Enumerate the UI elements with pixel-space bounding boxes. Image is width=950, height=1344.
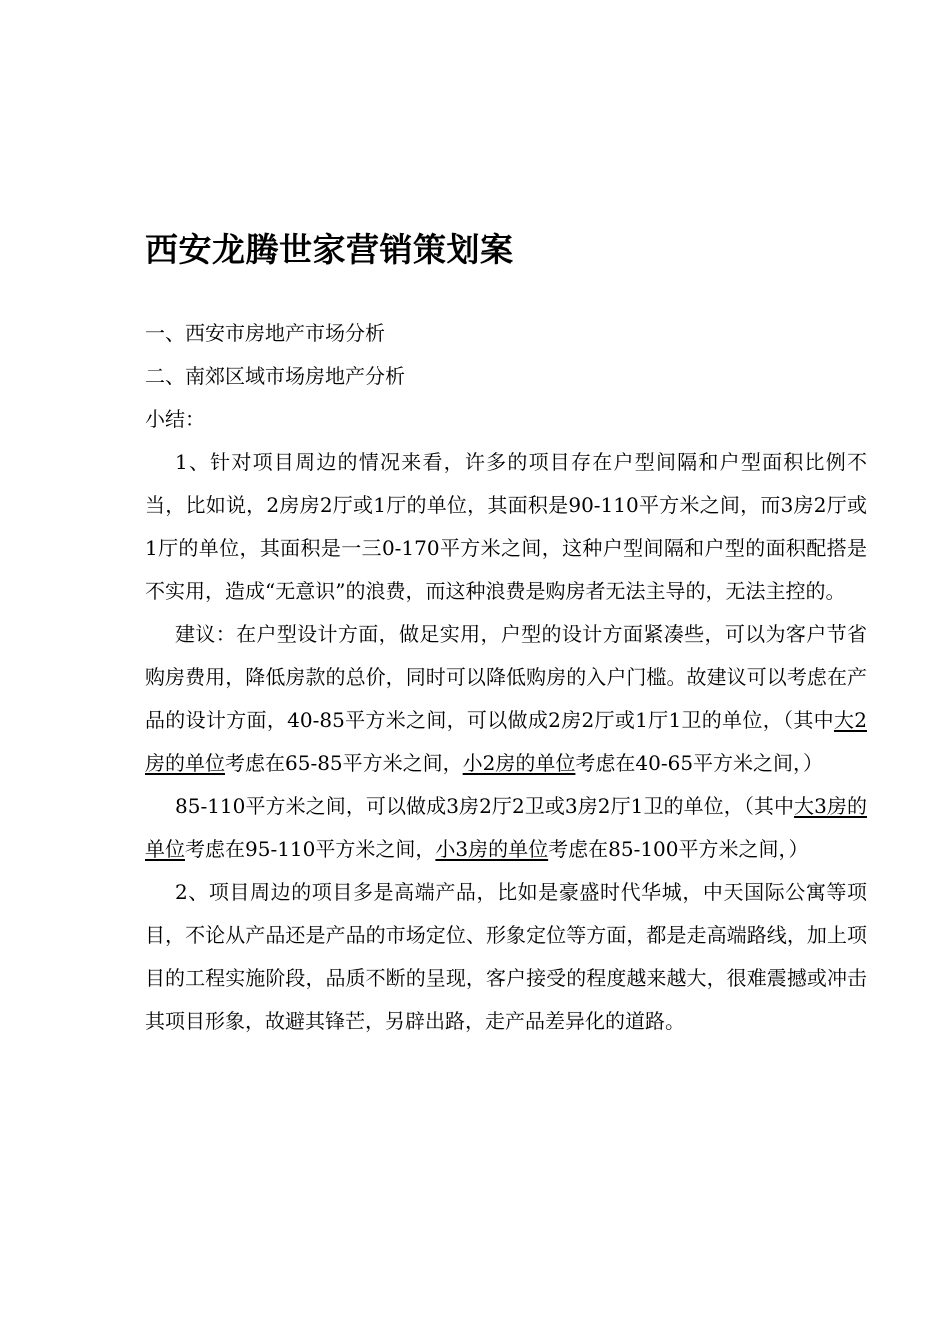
three-room-text-2: 考虑在95-110平方米之间， <box>185 837 436 861</box>
suggestion-text-1: 建议：在户型设计方面，做足实用，户型的设计方面紧凑些，可以为客户节省购房费用，降低房款的总价，同时可以降低购房的入户门槛。故建议可以考虑在产品的设计方面，40-85平方米之间，可以做成2房2厅或1厅1卫的单位，（其中 <box>145 622 867 732</box>
three-room-text-1: 85-110平方米之间，可以做成3房2厅2卫或3房2厅1卫的单位，（其中 <box>175 794 795 818</box>
suggestion-text-2: 考虑在65-85平方米之间， <box>225 751 463 775</box>
paragraph-point-2: 2、项目周边的项目多是高端产品，比如是豪盛时代华城，中天国际公寓等项目，不论从产品还是产品的市场定位、形象定位等方面，都是走高端路线，加上项目的工程实施阶段，品质不断的呈现，客户接受的程度越来越大，很难震撼或冲击其项目形象，故避其锋芒，另辟出路，走产品差异化的道路。 <box>145 880 867 1033</box>
section-heading-2: 二、南郊区域市场房地产分析 <box>145 364 405 388</box>
paragraph-point-1: 1、针对项目周边的情况来看，许多的项目存在户型间隔和户型面积比例不当，比如说，2房房2厅或1厅的单位，其面积是90-110平方米之间，而3房2厅或1厅的单位，其面积是一三0-170平方米之间，这种户型间隔和户型的面积配搭是不实用，造成“无意识”的浪费，而这种浪费是购房者无法主导的，无法主控的。 <box>145 450 867 603</box>
summary-label: 小结： <box>145 407 205 431</box>
underlined-large-2-room: 大2房的单位 <box>145 708 867 775</box>
underlined-small-3-room: 小3房的单位 <box>435 837 549 861</box>
suggestion-text-3: 考虑在40-65平方米之间，） <box>575 751 824 775</box>
underlined-large-3-room: 大3房的单位 <box>145 794 867 861</box>
three-room-text-3: 考虑在85-100平方米之间，） <box>548 837 809 861</box>
document-title: 西安龙腾世家营销策划案 <box>145 230 514 269</box>
document-page <box>145 226 867 1043</box>
section-heading-1: 一、西安市房地产市场分析 <box>145 321 385 345</box>
paragraph-suggestion <box>145 613 867 785</box>
underlined-small-2-room: 小2房的单位 <box>462 751 576 775</box>
paragraph-3-room <box>145 785 867 871</box>
